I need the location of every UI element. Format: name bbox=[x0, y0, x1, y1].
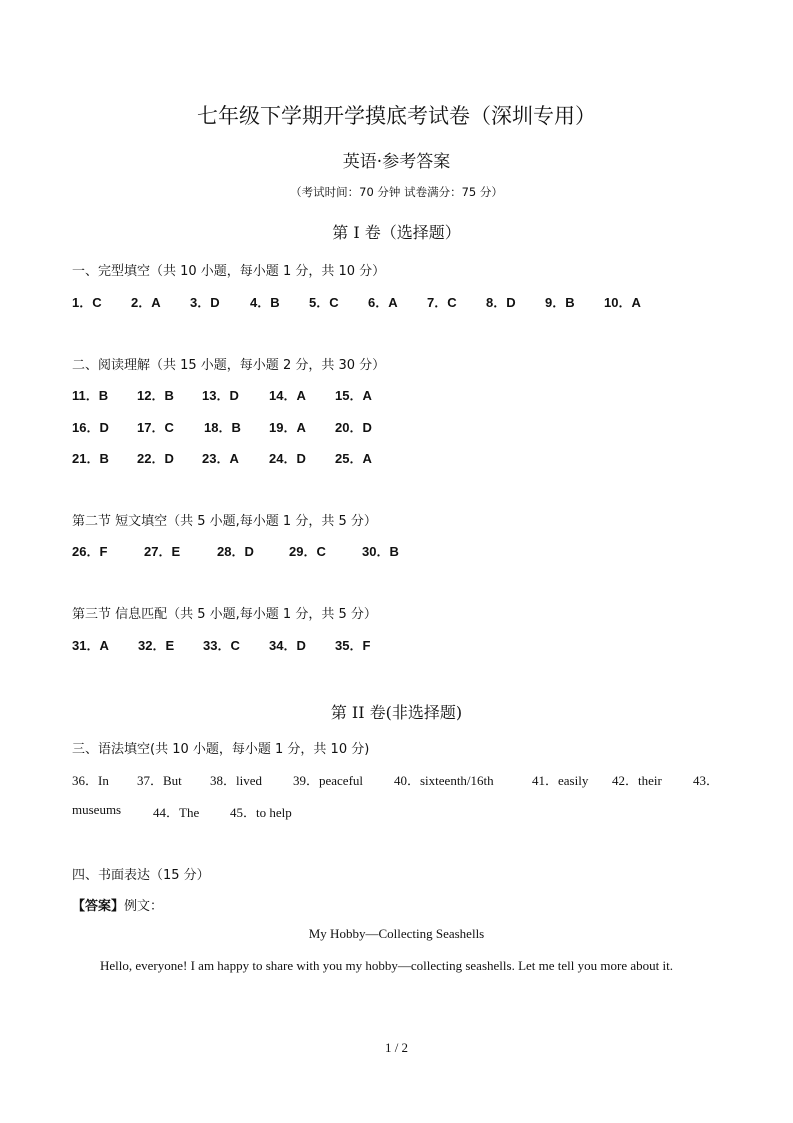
answer-suffix: 例文： bbox=[124, 899, 164, 914]
answer-item: 22．D bbox=[137, 451, 174, 466]
reading-heading: 二、阅读理解（共 15 小题，每小题 2 分，共 30 分） bbox=[72, 358, 386, 373]
answer-item: 20．D bbox=[335, 420, 372, 435]
answer-item: 11．B bbox=[72, 388, 109, 403]
answer-item: 6．A bbox=[368, 295, 398, 310]
answer-item: 21．B bbox=[72, 451, 109, 466]
answer-item: 2．A bbox=[131, 295, 161, 310]
cloze-heading: 一、完型填空（共 10 小题，每小题 1 分，共 10 分） bbox=[72, 264, 386, 279]
exam-info: （考试时间：70 分钟 试卷满分：75 分） bbox=[290, 185, 503, 199]
answer-item: 28．D bbox=[217, 544, 254, 559]
answer-label-line bbox=[72, 895, 163, 914]
answer-item: 19．A bbox=[269, 420, 306, 435]
page-number: 1 / 2 bbox=[384, 1040, 409, 1055]
page-title: 七年级下学期开学摸底考试卷（深圳专用） bbox=[197, 104, 596, 128]
answer-item: 31．A bbox=[72, 638, 109, 653]
answer-item: 25．A bbox=[335, 451, 372, 466]
answer-item: 34．D bbox=[269, 638, 306, 653]
passage-fill-heading: 第二节 短文填空（共 5 小题,每小题 1 分，共 5 分） bbox=[72, 514, 377, 529]
answer-item: 14．A bbox=[269, 388, 306, 403]
answer-item: 23．A bbox=[202, 451, 239, 466]
answer-item: 18．B bbox=[204, 420, 241, 435]
answer-item: 13．D bbox=[202, 388, 239, 403]
essay-title: My Hobby—Collecting Seashells bbox=[308, 926, 485, 941]
answer-item: 24．D bbox=[269, 451, 306, 466]
answer-item: 33．C bbox=[203, 638, 240, 653]
volume-1-heading: 第 I 卷（选择题） bbox=[332, 223, 461, 242]
matching-heading: 第三节 信息匹配（共 5 小题,每小题 1 分，共 5 分） bbox=[72, 607, 377, 622]
answer-item: 41．easily bbox=[532, 773, 589, 788]
essay-first-line: Hello, everyone! I am happy to share with you my hobby—collecting seashells. Let me tell you more about it. bbox=[100, 958, 673, 973]
answer-item: 5．C bbox=[309, 295, 339, 310]
answer-item: 43． bbox=[693, 773, 720, 788]
answer-item: 10．A bbox=[604, 295, 641, 310]
answer-item: 16．D bbox=[72, 420, 109, 435]
grammar-heading: 三、语法填空(共 10 小题，每小题 1 分，共 10 分) bbox=[72, 742, 370, 757]
answer-item: 8．D bbox=[486, 295, 516, 310]
answer-item: 39．peaceful bbox=[293, 773, 364, 788]
answer-item: 4．B bbox=[250, 295, 280, 310]
answer-item: museums bbox=[72, 802, 122, 817]
answer-item: 17．C bbox=[137, 420, 174, 435]
answer-item: 30．B bbox=[362, 544, 399, 559]
answer-item: 27．E bbox=[144, 544, 181, 559]
answer-item: 40．sixteenth/16th bbox=[394, 773, 494, 788]
answer-item: 1．C bbox=[72, 295, 102, 310]
answer-item: 9．B bbox=[545, 295, 575, 310]
writing-heading: 四、书面表达（15 分） bbox=[72, 868, 210, 883]
answer-item: 3．D bbox=[190, 295, 220, 310]
answer-item: 37．But bbox=[137, 773, 182, 788]
answer-item: 15．A bbox=[335, 388, 372, 403]
answer-item: 35．F bbox=[335, 638, 371, 653]
answer-item: 7．C bbox=[427, 295, 457, 310]
page-subtitle: 英语·参考答案 bbox=[342, 152, 451, 172]
answer-label: 【答案】 bbox=[72, 899, 125, 914]
volume-2-heading: 第 II 卷(非选择题) bbox=[330, 703, 463, 722]
answer-item: 32．E bbox=[138, 638, 175, 653]
answer-item: 45．to help bbox=[230, 805, 292, 820]
answer-item: 12．B bbox=[137, 388, 174, 403]
answer-item: 36．In bbox=[72, 773, 109, 788]
answer-item: 38．lived bbox=[210, 773, 262, 788]
answer-item: 26．F bbox=[72, 544, 108, 559]
answer-item: 42．their bbox=[612, 773, 662, 788]
answer-item: 44．The bbox=[153, 805, 200, 820]
answer-item: 29．C bbox=[289, 544, 326, 559]
